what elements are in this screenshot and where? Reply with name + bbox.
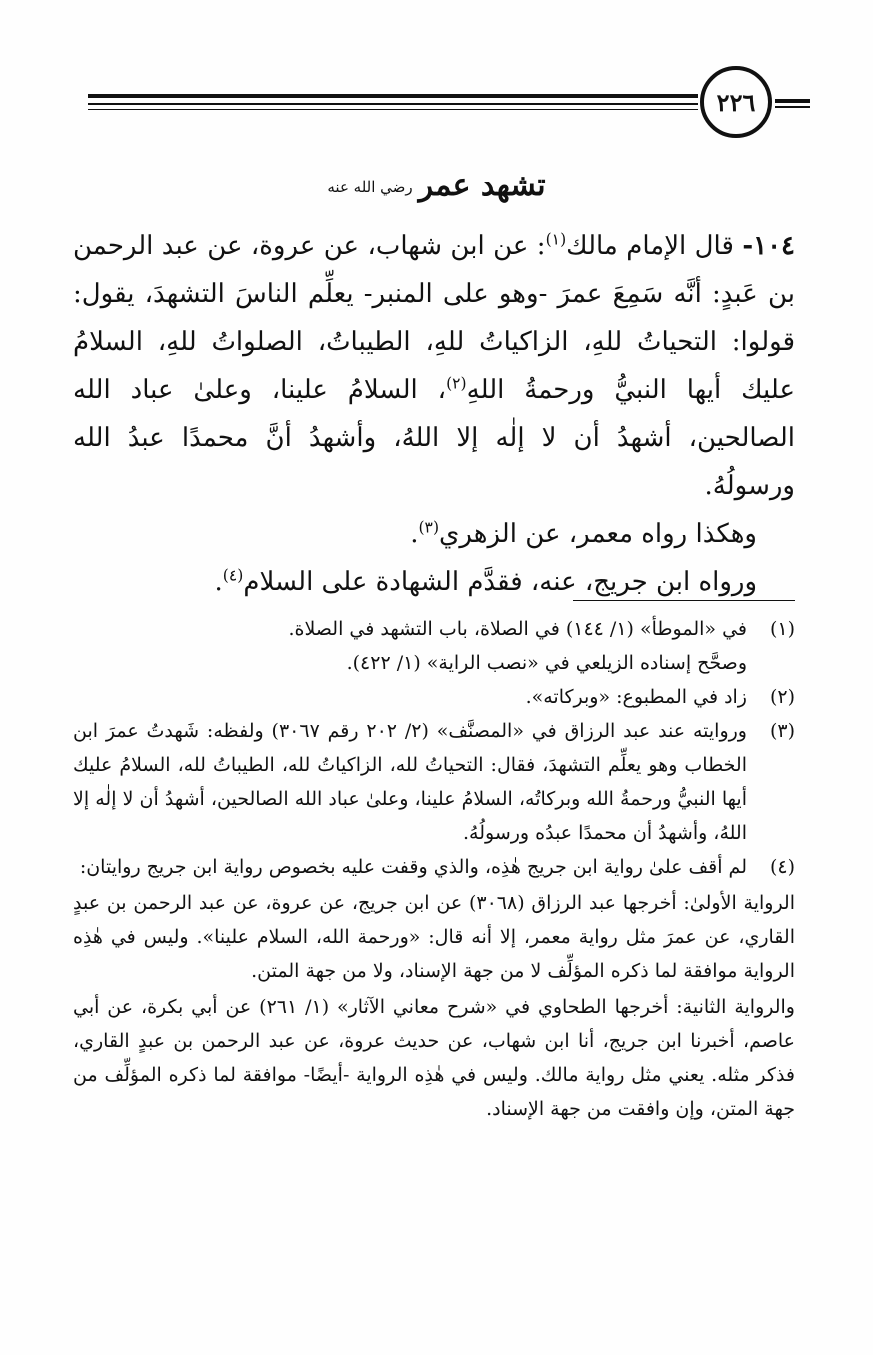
footnote-number: (٣) (769, 720, 795, 742)
footnote-number: (١) (769, 618, 795, 640)
footnote-separator (573, 600, 795, 601)
header-rule (88, 109, 698, 110)
narration-paragraph (73, 510, 795, 558)
footnote-ref[interactable]: (٣) (418, 518, 440, 537)
footnotes (73, 612, 795, 1126)
footnote-paragraph: والرواية الثانية: أخرجها الطحاوي في «شرح معاني الآثار» (١/ ٢٦١) عن أبي بكرة، عن أبي عاصم، أخبرنا ابن جريج، أنا ابن شهاب، عن حديث عروة، عن عبد الرحمن بن عبدٍ القاري، فذكر مثله. يعني مثل رواية مالك. وليس في هٰذِه الرواية -أيضًا- موافقة لما ذكره المؤلِّف من جهة المتن، وإن وافقت من جهة الإسناد. (73, 996, 795, 1120)
hadith-text: قال الإمام مالك (566, 231, 734, 261)
footnote-text: وصحَّح إسناده الزيلعي في «نصب الراية» (١/ ٤٢٢). (346, 652, 747, 674)
footnote-text: وروايته عند عبد الرزاق في «المصنَّف» (٢/ ٢٠٢ رقم ٣٠٦٧) ولفظه: شَهدتُ عمرَ ابن الخطاب وهو يعلِّم التشهدَ، فقال: التحياتُ لله، الزاكياتُ لله، الطيباتُ لله، السلامُ عليك أيها النبيُّ ورحمةُ الله وبركاتُه، السلامُ علينا، وعلىٰ عباد الله الصالحين، أشهدُ أن لا إلٰه إلا اللهُ، وأشهدُ أن محمدًا عبدُه ورسولُهُ. (73, 720, 747, 844)
narration-text: وهكذا رواه معمر، عن الزهري (439, 519, 757, 549)
hadith-number: ١٠٤- (742, 231, 796, 261)
header-rule-stub (775, 106, 810, 108)
narration-text: . (214, 567, 223, 597)
footnote-4 (73, 850, 795, 884)
footnote-ref[interactable]: (٢) (446, 374, 467, 393)
footnote-1 (73, 612, 795, 680)
footnote-number: (٤) (769, 856, 795, 878)
hadith-text: ، السلامُ علينا، وعلىٰ عباد الله الصالحين، أشهدُ أن لا إلٰه إلا اللهُ، وأشهدُ أنَّ محمدًا عبدُ الله ورسولُهُ. (73, 375, 795, 501)
chapter-title (0, 168, 873, 203)
footnote-2 (73, 680, 795, 714)
hadith-paragraph (73, 222, 795, 510)
footnote-paragraph: الرواية الأولىٰ: أخرجها عبد الرزاق (٣٠٦٨) عن ابن جريج، عن عروة، عن عبد الرحمن بن عبدٍ القاري، عن عمرَ مثل رواية معمر، إلا أنه قال: «ورحمة الله، السلام علينا». وليس في هٰذِه الرواية موافقة لما ذكره المؤلِّف لا من جهة الإسناد، ولا من جهة المتن. (73, 892, 795, 982)
honorific-glyph: رضي الله عنه (327, 178, 413, 196)
header-rule-stub (775, 99, 810, 103)
footnote-text: زاد في المطبوع: «وبركاته». (525, 686, 747, 708)
hadith-text: : عن ابن شهاب، عن عروة، عن عبد الرحمن بن عَبدٍ: أنَّه سَمِعَ عمرَ -وهو على المنبر- يعلِّم الناسَ التشهدَ، يقول: قولوا: التحياتُ للهِ، الزاكياتُ للهِ، الطيباتُ، الصلواتُ للهِ، السلامُ عليك أيها النبيُّ ورحمةُ اللهِ (73, 231, 795, 405)
footnote-ref[interactable]: (١) (545, 230, 567, 249)
footnote-number: (٢) (769, 686, 795, 708)
footnote-text: لم أقف علىٰ رواية ابن جريج هٰذِه، والذي وقفت عليه بخصوص رواية ابن جريج روايتان: (79, 856, 747, 878)
main-text (73, 222, 795, 606)
page-number: ٢٢٦ (700, 66, 772, 138)
footnote-text: في «الموطأ» (١/ ١٤٤) في الصلاة، باب التشهد في الصلاة. (288, 618, 747, 640)
header-rule (88, 103, 698, 105)
header-rule (88, 94, 698, 98)
footnote-ref[interactable]: (٤) (222, 566, 244, 585)
footnote-3 (73, 714, 795, 850)
narration-text: ورواه ابن جريج، عنه، فقدَّم الشهادة على السلام (243, 567, 757, 597)
chapter-title-text: تشهد عمر (418, 168, 546, 203)
narration-text: . (410, 519, 419, 549)
narration-paragraph (73, 558, 795, 606)
